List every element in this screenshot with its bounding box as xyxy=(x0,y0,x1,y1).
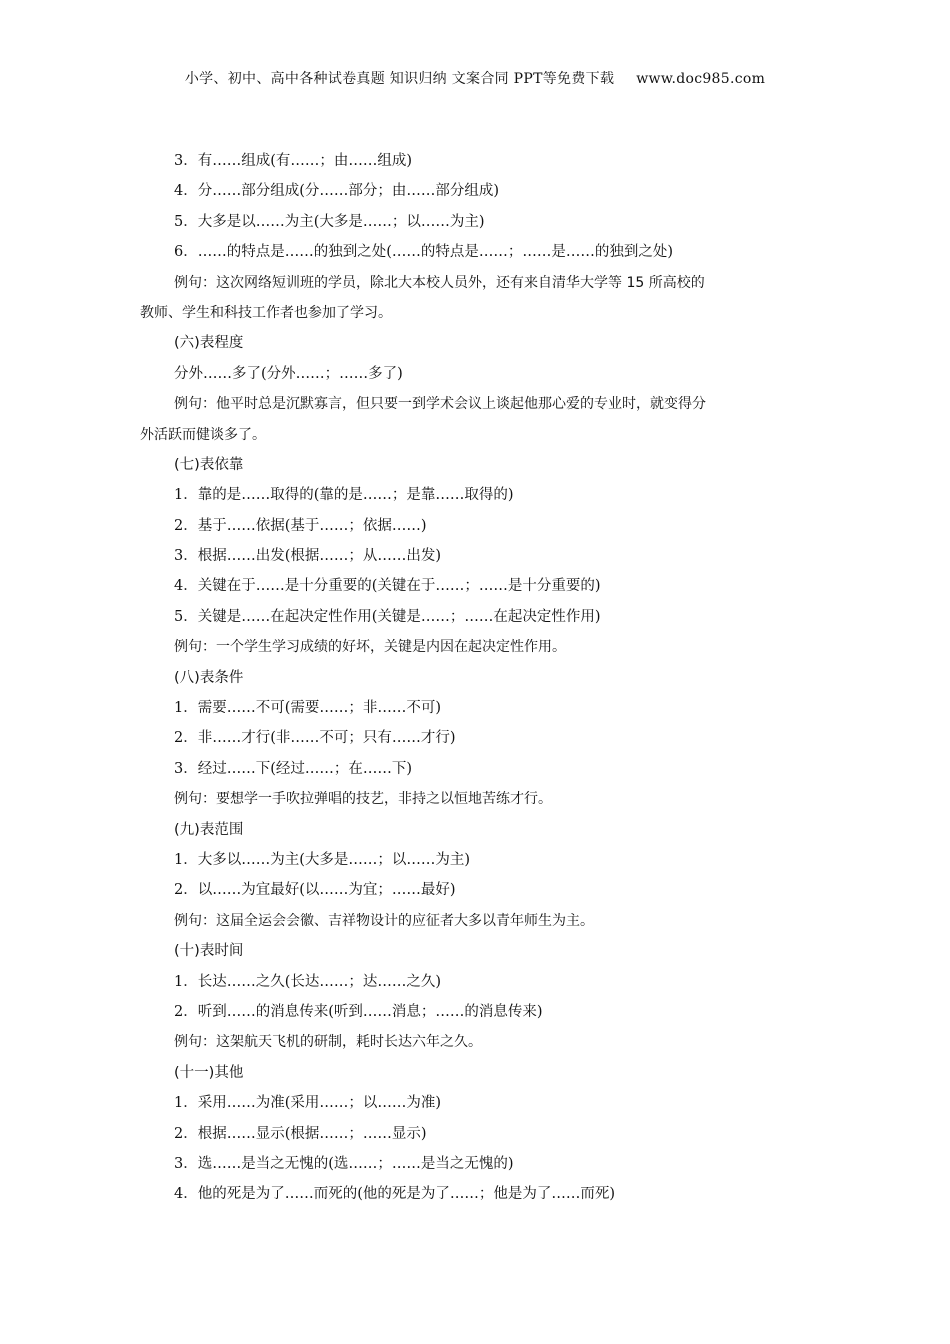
list-item: 4．分……部分组成(分……部分；由……部分组成) xyxy=(174,183,500,200)
section-heading: (九)表范围 xyxy=(174,821,244,838)
section-heading: (十一)其他 xyxy=(174,1064,244,1081)
list-item: 4．关键在于……是十分重要的(关键在于……；……是十分重要的) xyxy=(174,578,601,595)
list-item: 2．非……才行(非……不可；只有……才行) xyxy=(174,730,456,747)
list-item: 1．需要……不可(需要……；非……不可) xyxy=(174,700,442,717)
example-sentence: 例句：他平时总是沉默寡言，但只要一到学术会议上谈起他那心爱的专业时，就变得分 xyxy=(174,396,706,413)
list-item: 2．听到……的消息传来(听到……消息；……的消息传来) xyxy=(174,1003,543,1020)
list-item: 5．大多是以……为主(大多是……；以……为主) xyxy=(174,213,485,230)
example-sentence-continued: 外活跃而健谈多了。 xyxy=(140,426,266,443)
list-item: 3．经过……下(经过……；在……下) xyxy=(174,760,413,777)
example-sentence: 例句：这架航天飞机的研制，耗时长达六年之久。 xyxy=(174,1034,482,1051)
list-item: 6．……的特点是……的独到之处(……的特点是……；……是……的独到之处) xyxy=(174,244,674,261)
list-item: 1．靠的是……取得的(靠的是……；是靠……取得的) xyxy=(174,487,514,504)
example-sentence: 例句：这届全运会会徽、吉祥物设计的应征者大多以青年师生为主。 xyxy=(174,912,594,929)
list-item: 2．根据……显示(根据……；……显示) xyxy=(174,1125,427,1142)
document-body xyxy=(140,146,815,1210)
header-site: www.doc985.com xyxy=(636,71,766,87)
section-heading: (六)表程度 xyxy=(174,335,244,352)
list-item: 3．根据……出发(根据……；从……出发) xyxy=(174,548,442,565)
page-header xyxy=(0,68,950,88)
list-item: 1．长达……之久(长达……；达……之久) xyxy=(174,973,442,990)
header-text: 小学、初中、高中各种试卷真题 知识归纳 文案合同 PPT等免费下载 xyxy=(184,71,615,87)
example-sentence: 例句：要想学一手吹拉弹唱的技艺，非持之以恒地苦练才行。 xyxy=(174,791,552,808)
list-item: 1．采用……为准(采用……；以……为准) xyxy=(174,1095,442,1112)
list-item: 3．有……组成(有……；由……组成) xyxy=(174,153,413,169)
example-sentence: 例句：一个学生学习成绩的好坏，关键是内因在起决定性作用。 xyxy=(174,639,566,656)
example-sentence-continued: 教师、学生和科技工作者也参加了学习。 xyxy=(140,304,392,321)
list-item: 2．以……为宜最好(以……为宜；……最好) xyxy=(174,882,456,899)
section-heading: (八)表条件 xyxy=(174,669,244,686)
list-item: 分外……多了(分外……；……多了) xyxy=(174,365,403,382)
list-item: 5．关键是……在起决定性作用(关键是……；……在起决定性作用) xyxy=(174,608,601,625)
list-item: 2．基于……依据(基于……；依据……) xyxy=(174,517,427,534)
list-item: 4．他的死是为了……而死的(他的死是为了……；他是为了……而死) xyxy=(174,1186,616,1203)
section-heading: (七)表依靠 xyxy=(174,456,244,473)
section-heading: (十)表时间 xyxy=(174,943,244,960)
list-item: 3．选……是当之无愧的(选……；……是当之无愧的) xyxy=(174,1155,514,1172)
example-sentence: 例句：这次网络短训班的学员，除北大本校人员外，还有来自清华大学等 15 所高校的 xyxy=(174,274,705,291)
list-item: 1．大多以……为主(大多是……；以……为主) xyxy=(174,851,471,868)
